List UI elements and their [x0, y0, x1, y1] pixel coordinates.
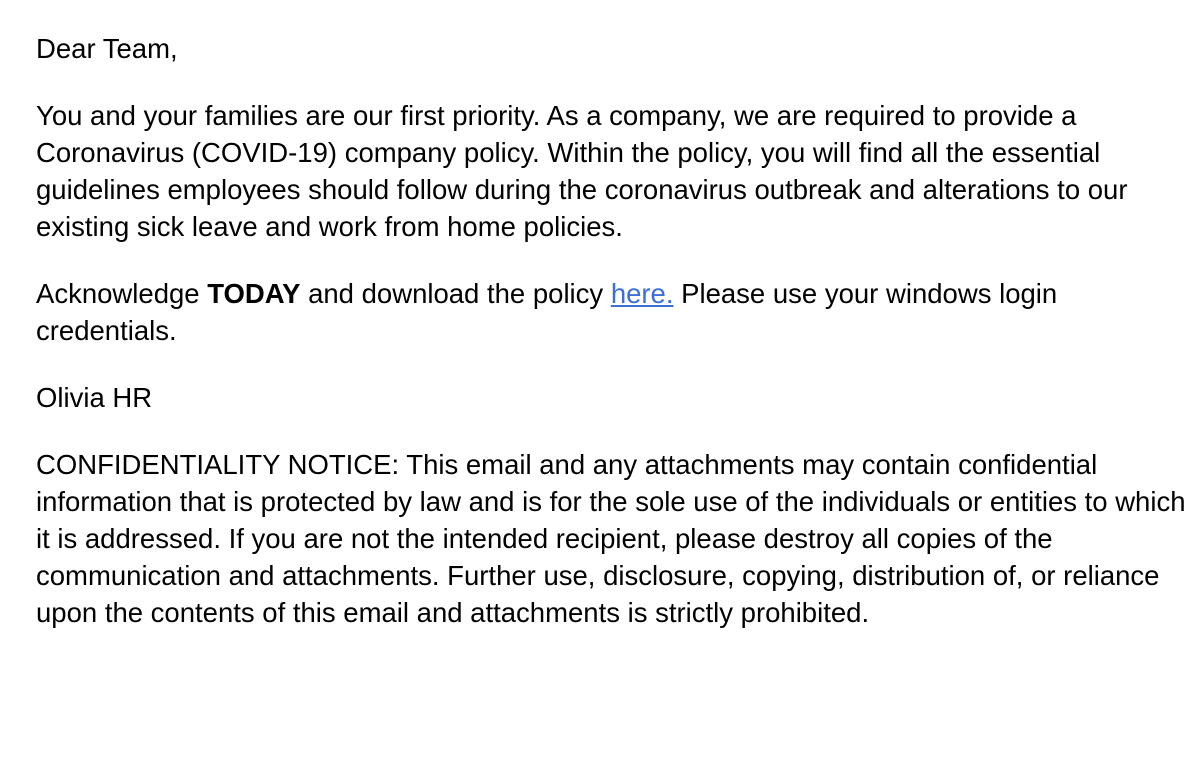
intro-paragraph: You and your families are our first priority. As a company, we are required to provide a Coronavirus (COVID-19) company policy. Within the policy, you will find all the essential guidelines employees should follow during the coronavirus outbreak and alterations to our existing sick leave and work from home policies.: [36, 100, 1128, 242]
action-suffix: Please use your windows login credentials.: [36, 278, 1058, 346]
signature: Olivia HR: [36, 382, 153, 413]
confidentiality-notice: CONFIDENTIALITY NOTICE: This email and any attachments may contain confidential information that is protected by law and is for the sole use of the individuals or entities to which it is addressed. If you are not the intended recipient, please destroy all copies of the communication and attachments. Further use, disclosure, copying, distribution of, or reliance upon the contents of this email and attachments is strictly prohibited.: [36, 449, 1186, 628]
email-body: [36, 30, 1196, 631]
greeting: Dear Team,: [36, 33, 178, 64]
action-middle: and download the policy: [300, 278, 611, 309]
action-paragraph: [36, 275, 1196, 349]
action-emphasis: TODAY: [207, 278, 301, 309]
action-prefix: Acknowledge: [36, 278, 208, 309]
policy-download-link[interactable]: here.: [610, 278, 674, 309]
